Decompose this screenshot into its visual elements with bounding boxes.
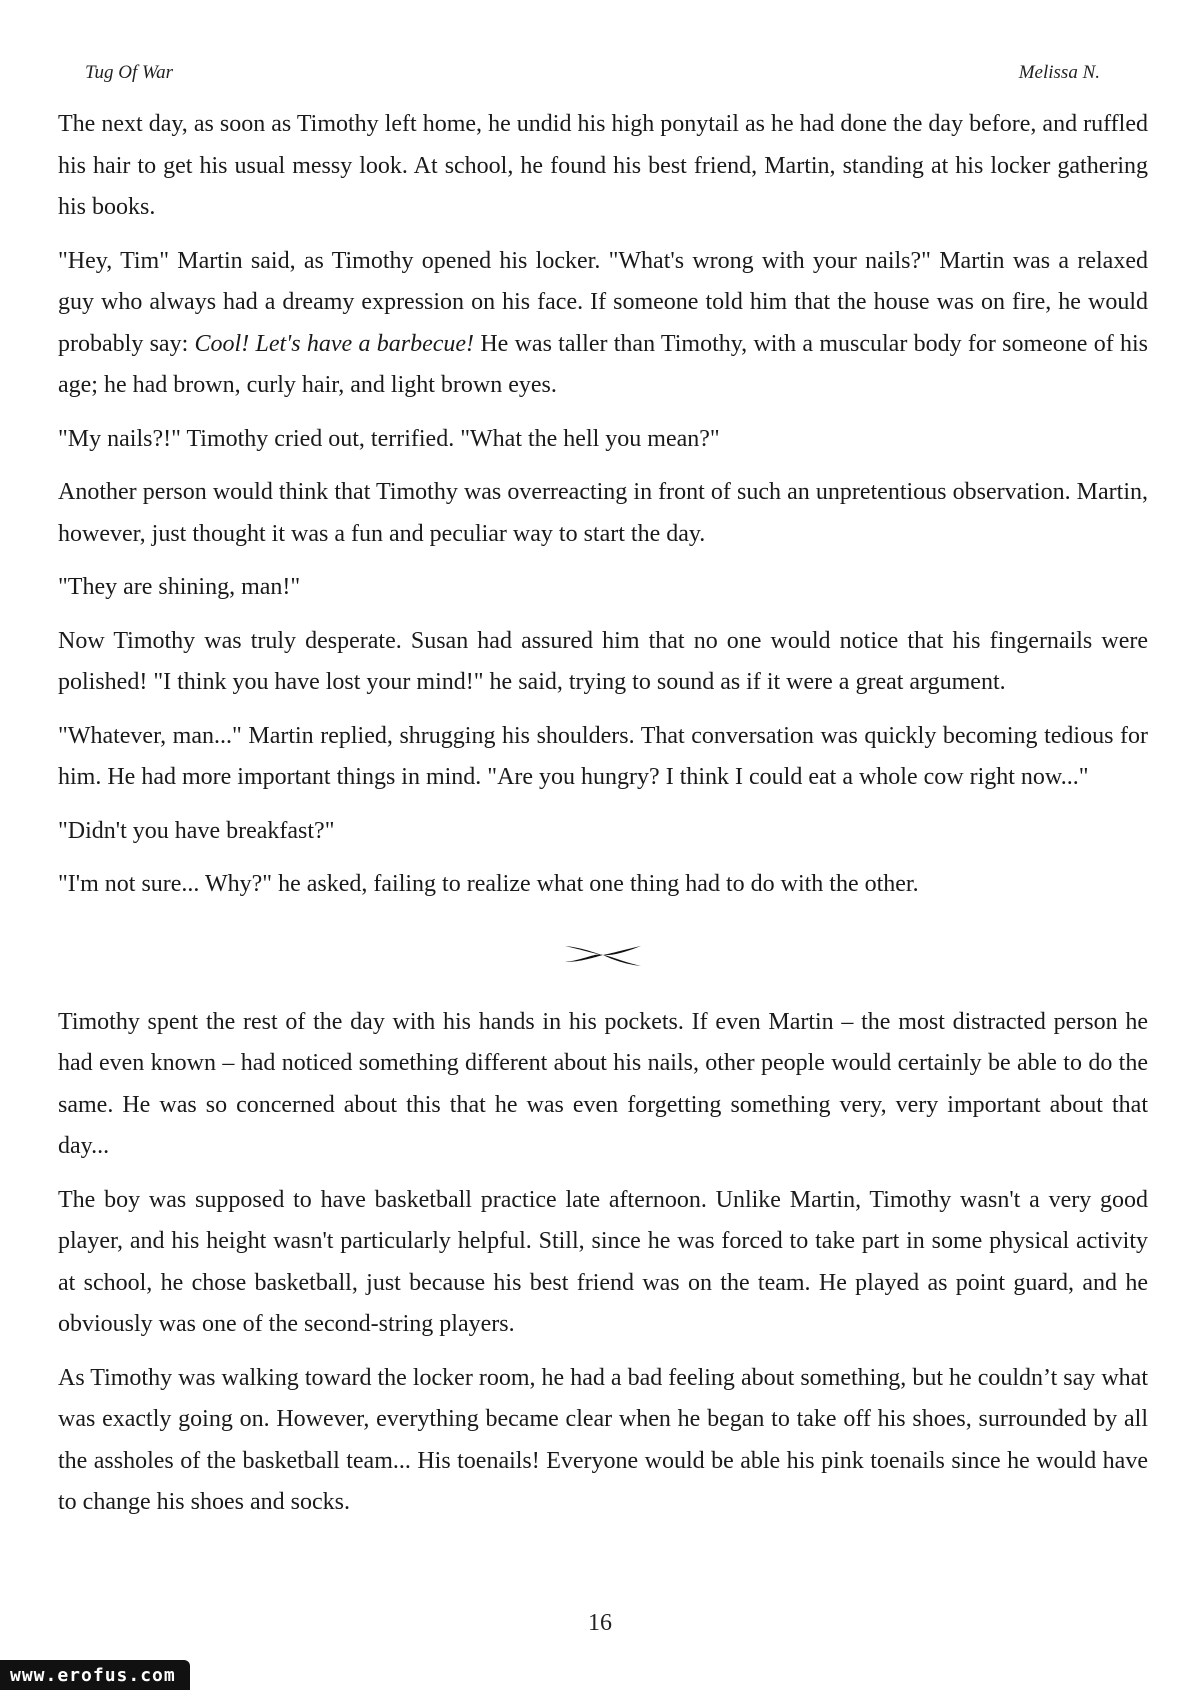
paragraph: "My nails?!" Timothy cried out, terrified. "What the hell you mean?" <box>58 425 720 452</box>
scissor-ornament-icon <box>563 940 643 970</box>
paragraph: Now Timothy was truly desperate. Susan had assured him that no one would notice that his fingernails were polished! "I think you have lost your mind!" he said, trying to sound as if it were a great argument. <box>58 627 1148 695</box>
running-header <box>85 62 1100 84</box>
section-separator <box>58 914 1148 996</box>
paragraph: As Timothy was walking toward the locker room, he had a bad feeling about something, but he couldn’t say what was exactly going on. However, everything became clear when he began to take off his shoes, surrounded by all the assholes of the basketball team... His toenails! Everyone would be able his pink toenails since he would have to change his shoes and socks. <box>58 1364 1148 1515</box>
paragraph: "They are shining, man!" <box>58 574 301 600</box>
paragraph: The boy was supposed to have basketball practice late afternoon. Unlike Martin, Timothy wasn't a very good player, and his height wasn't particularly helpful. Still, since he was forced to take part in some physical activity at school, he chose basketball, just because his best friend was on the team. He played as point guard, and he obviously was one of the second-string players. <box>58 1186 1148 1337</box>
book-title: Tug Of War <box>85 62 173 83</box>
paragraph-text: "Hey, Tim" Martin said, as Timothy opened his locker. "What's wrong with your nails?" Martin was a relaxed guy who always had a dreamy expression on his face. If someone told him that the house was on fire, he would probably say: <box>58 247 1148 357</box>
author-name: Melissa N. <box>1018 62 1100 83</box>
body-text <box>58 104 1148 1536</box>
paragraph: Timothy spent the rest of the day with his hands in his pockets. If even Martin – the most distracted person he had even known – had noticed something different about his nails, other people would certainly be able to do the same. He was so concerned about this that he was even forgetting something very, very important about that day... <box>58 1008 1148 1159</box>
watermark <box>0 1660 190 1690</box>
paragraph: "Whatever, man..." Martin replied, shrugging his shoulders. That conversation was quickly becoming tedious for him. He had more important things in mind. "Are you hungry? I think I could eat a whole cow right now..." <box>58 722 1148 790</box>
paragraph-text: He was taller than Timothy, with a muscular body for someone of his age; he had brown, curly hair, and light brown eyes. <box>58 330 1148 398</box>
watermark-text: www.erofus.com <box>10 1664 176 1686</box>
paragraph: "I'm not sure... Why?" he asked, failing to realize what one thing had to do with the other. <box>58 871 919 897</box>
page-number: 16 <box>588 1610 612 1636</box>
paragraph: "Didn't you have breakfast?" <box>58 817 335 844</box>
paragraph: The next day, as soon as Timothy left home, he undid his high ponytail as he had done the day before, and ruffled his hair to get his usual messy look. At school, he found his best friend, Martin, standing at his locker gathering his books. <box>58 111 1148 220</box>
paragraph: Another person would think that Timothy was overreacting in front of such an unpretentious observation. Martin, however, just thought it was a fun and peculiar way to start the day. <box>58 479 1148 547</box>
italic-quote: Cool! Let's have a barbecue! <box>194 330 475 357</box>
paragraph <box>58 241 1148 407</box>
